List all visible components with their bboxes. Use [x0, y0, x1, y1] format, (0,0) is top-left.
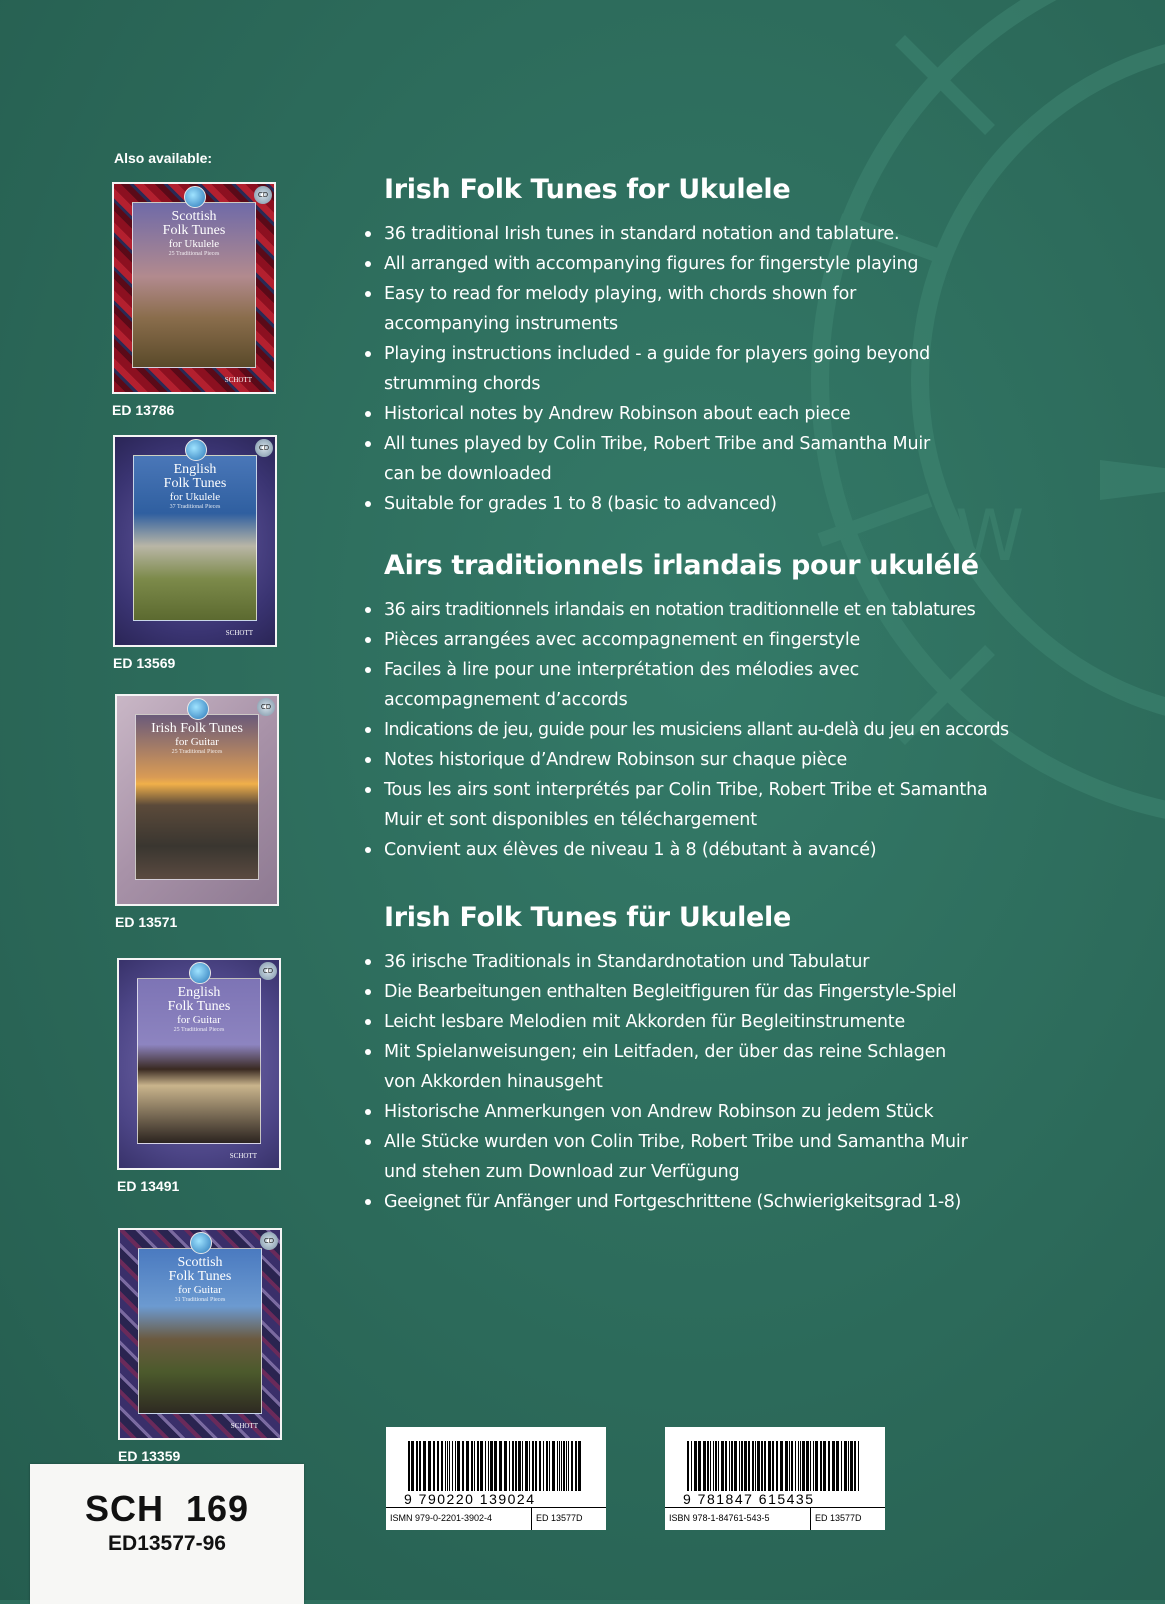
barcode-bar: [810, 1441, 811, 1491]
barcode-bar: [848, 1441, 849, 1491]
cd-icon: CD: [254, 186, 272, 204]
list-item: Indications de jeu, guide pour les musiciens allant au-delà du jeu en accords: [384, 715, 1044, 745]
barcode-bar: [466, 1441, 469, 1491]
barcode-bar: [739, 1441, 740, 1491]
list-item: Pièces arrangées avec accompagnement en fingerstyle: [384, 625, 1044, 655]
book-item[interactable]: [117, 958, 281, 1194]
barcode-bar: [575, 1441, 577, 1491]
barcode-bar: [806, 1441, 809, 1491]
list-item: All arranged with accompanying figures for fingerstyle playing: [384, 249, 1044, 279]
also-available-label: Also available:: [114, 150, 213, 166]
barcode-bar: [423, 1441, 426, 1491]
barcode-bar: [844, 1441, 847, 1491]
globe-icon: [189, 962, 211, 984]
barcode-digits: 9 790220 139024: [404, 1491, 536, 1507]
barcode-bar: [411, 1441, 414, 1491]
cd-icon: CD: [257, 698, 275, 716]
barcode-bar: [509, 1441, 510, 1491]
barcode-bar: [477, 1441, 479, 1491]
feature-list: [384, 595, 1044, 865]
barcode-bar: [789, 1441, 790, 1491]
list-item: Notes historique d’Andrew Robinson sur chaque pièce: [384, 745, 1044, 775]
book-cover[interactable]: [113, 435, 277, 647]
barcode-bar: [694, 1441, 697, 1491]
barcode-bar: [433, 1441, 435, 1491]
barcode-bar: [854, 1441, 856, 1491]
list-item: Alle Stücke wurden von Colin Tribe, Robert Tribe und Samantha Muir und stehen zum Download zur Verfügung: [384, 1127, 984, 1187]
list-item: 36 traditional Irish tunes in standard notation and tablature.: [384, 219, 1044, 249]
barcode-bar: [522, 1441, 523, 1491]
book-code: ED 13491: [117, 1178, 180, 1194]
cover-title: Scottish Folk Tunes for Guitar 31 Traditional Pieces: [168, 1255, 232, 1303]
section-french: [384, 550, 1044, 865]
barcode-bar: [428, 1441, 431, 1491]
barcode-bar: [462, 1441, 464, 1491]
book-item[interactable]: [113, 435, 277, 671]
barcode-bar: [561, 1441, 562, 1491]
barcode-bar: [729, 1441, 730, 1491]
globe-icon: [184, 186, 206, 208]
list-item: Suitable for grades 1 to 8 (basic to advanced): [384, 489, 1044, 519]
barcode-bar: [455, 1441, 456, 1491]
barcode-bar: [691, 1441, 692, 1491]
book-cover[interactable]: [115, 694, 279, 906]
cd-icon: CD: [259, 962, 277, 980]
compass-letter: W: [955, 495, 1025, 577]
publisher-logo: SCHOTT: [225, 629, 253, 637]
barcode-bar: [441, 1441, 443, 1491]
barcode-bar: [488, 1441, 489, 1491]
barcode-bar: [780, 1441, 783, 1491]
barcode-bar: [557, 1441, 558, 1491]
barcode-bar: [566, 1441, 567, 1491]
list-item: 36 airs traditionnels irlandais en notation traditionnelle et en tablatures: [384, 595, 1044, 625]
book-cover[interactable]: [118, 1228, 282, 1440]
sticker-edition-code: ED13577-96: [108, 1532, 226, 1555]
barcode-bar: [710, 1441, 711, 1491]
barcode-bar: [718, 1441, 719, 1491]
barcode-bar: [841, 1441, 842, 1491]
barcode-bar: [457, 1441, 460, 1491]
barcode-bar: [529, 1441, 530, 1491]
barcode-bar: [832, 1441, 835, 1491]
barcode-bar: [802, 1441, 805, 1491]
barcode-bar: [416, 1441, 418, 1491]
barcode-bar: [539, 1441, 541, 1491]
sticker-shelf-code: SCH 169: [84, 1488, 250, 1529]
barcode-bar: [757, 1441, 760, 1491]
barcode-bar: [480, 1441, 483, 1491]
list-item: Convient aux élèves de niveau 1 à 8 (débutant à avancé): [384, 835, 1044, 865]
barcode-bar: [518, 1441, 521, 1491]
barcode-bar: [437, 1441, 439, 1491]
barcode-bar: [836, 1441, 839, 1491]
book-cover[interactable]: [112, 182, 276, 394]
barcode-bar: [447, 1441, 448, 1491]
list-item: Leicht lesbare Melodien mit Akkorden für Begleitinstrumente: [384, 1007, 1044, 1037]
barcode-bar: [858, 1441, 859, 1491]
feature-list: [384, 947, 1044, 1217]
feature-list: [384, 219, 1044, 519]
barcode-bar: [800, 1441, 801, 1491]
barcode-bar: [820, 1441, 822, 1491]
barcode-bar: [494, 1441, 497, 1491]
barcode-bar: [525, 1441, 528, 1491]
list-item: Faciles à lire pour une interprétation des mélodies avec accompagnement d’accords: [384, 655, 884, 715]
barcode-bar: [795, 1441, 796, 1491]
barcode-bar: [752, 1441, 754, 1491]
barcode-bar: [578, 1441, 581, 1491]
barcode-bar: [490, 1441, 493, 1491]
barcode-bar: [504, 1441, 507, 1491]
barcode-bar: [721, 1441, 724, 1491]
barcode-isbn: [665, 1427, 885, 1530]
section-german: [384, 902, 1044, 1217]
list-item: Historische Anmerkungen von Andrew Robinson zu jedem Stück: [384, 1097, 1044, 1127]
barcode-bar: [687, 1441, 689, 1491]
section-heading: Airs traditionnels irlandais pour ukulélé: [384, 550, 979, 581]
list-item: Mit Spielanweisungen; ein Leitfaden, der über das reine Schlagen von Akkorden hinausgeht: [384, 1037, 964, 1097]
barcode-bar: [512, 1441, 514, 1491]
list-item: All tunes played by Colin Tribe, Robert Tribe and Samantha Muir can be downloaded: [384, 429, 944, 489]
section-heading: Irish Folk Tunes für Ukulele: [384, 902, 792, 933]
globe-icon: [190, 1232, 212, 1254]
isbn-number: ISBN 978-1-84761-543-5: [665, 1508, 811, 1530]
list-item: Playing instructions included - a guide for players going beyond strumming chords: [384, 339, 944, 399]
publisher-logo: SCHOTT: [224, 376, 252, 384]
barcode-bar: [731, 1441, 733, 1491]
barcode-bar: [452, 1441, 453, 1491]
cd-icon: CD: [255, 439, 273, 457]
list-item: 36 irische Traditionals in Standardnotation und Tabulatur: [384, 947, 1044, 977]
book-code: ED 13786: [112, 402, 175, 418]
list-item: Tous les airs sont interprétés par Colin Tribe, Robert Tribe et Samantha Muir et sont disponibles en téléchargement: [384, 775, 1024, 835]
barcode-bar: [748, 1441, 750, 1491]
barcode-bar: [408, 1441, 410, 1491]
barcode-bar: [552, 1441, 555, 1491]
barcode-bar: [543, 1441, 544, 1491]
globe-icon: [187, 698, 209, 720]
barcode-bar: [713, 1441, 714, 1491]
list-item: Die Bearbeitungen enthalten Begleitfiguren für das Fingerstyle-Spiel: [384, 977, 1044, 1007]
ismn-number: ISMN 979-0-2201-3902-4: [386, 1508, 532, 1530]
barcode-bar: [698, 1441, 701, 1491]
barcode-bar: [741, 1441, 743, 1491]
list-item: Easy to read for melody playing, with chords shown for accompanying instruments: [384, 279, 984, 339]
cover-title: Irish Folk Tunes for Guitar 25 Traditional Pieces: [151, 721, 243, 755]
book-item[interactable]: [118, 1228, 282, 1464]
book-code: ED 13571: [115, 914, 178, 930]
barcode-bar: [568, 1441, 569, 1491]
barcode-bar: [532, 1441, 534, 1491]
barcode-bar: [776, 1441, 778, 1491]
barcode-bar: [768, 1441, 771, 1491]
cover-title: Scottish Folk Tunes for Ukulele 25 Traditional Pieces: [162, 209, 226, 257]
barcode-bar: [449, 1441, 450, 1491]
barcode-bar: [764, 1441, 766, 1491]
publisher-logo: SCHOTT: [229, 1152, 257, 1160]
barcode-bar: [445, 1441, 446, 1491]
section-english: [384, 174, 1044, 519]
barcode-bars: [408, 1441, 584, 1491]
list-item: Geeignet für Anfänger und Fortgeschrittene (Schwierigkeitsgrad 1-8): [384, 1187, 1044, 1217]
barcode-bar: [815, 1441, 818, 1491]
barcode-info: [386, 1507, 606, 1530]
library-sticker: [30, 1464, 304, 1604]
section-heading: Irish Folk Tunes for Ukulele: [384, 174, 791, 205]
barcode-bar: [744, 1441, 747, 1491]
barcode-bar: [515, 1441, 517, 1491]
cover-title: English Folk Tunes for Guitar 25 Traditional Pieces: [167, 985, 231, 1033]
barcode-bar: [813, 1441, 814, 1491]
barcode-bar: [485, 1441, 486, 1491]
barcode-bar: [499, 1441, 502, 1491]
barcode-bar: [791, 1441, 793, 1491]
cover-title: English Folk Tunes for Ukulele 37 Traditional Pieces: [163, 462, 227, 510]
barcode-bar: [715, 1441, 717, 1491]
barcode-bar: [707, 1441, 709, 1491]
barcode-bar: [571, 1441, 573, 1491]
barcode-bar: [725, 1441, 727, 1491]
barcode-bar: [559, 1441, 560, 1491]
book-cover[interactable]: [117, 958, 281, 1170]
barcode-bar: [850, 1441, 853, 1491]
barcode-bar: [761, 1441, 763, 1491]
barcode-bar: [546, 1441, 548, 1491]
edition-number: ED 13577D: [815, 1513, 862, 1523]
book-code: ED 13569: [113, 655, 176, 671]
barcode-bar: [828, 1441, 830, 1491]
globe-icon: [185, 439, 207, 461]
barcode-bar: [471, 1441, 473, 1491]
list-item: Historical notes by Andrew Robinson about each piece: [384, 399, 1044, 429]
barcode-bar: [563, 1441, 565, 1491]
barcode-ismn: [386, 1427, 606, 1530]
barcode-bar: [474, 1441, 475, 1491]
barcode-bars: [687, 1441, 863, 1491]
book-code: ED 13359: [118, 1448, 181, 1464]
book-item[interactable]: [112, 182, 276, 418]
barcode-bar: [755, 1441, 756, 1491]
book-item[interactable]: [115, 694, 279, 930]
barcode-info: [665, 1507, 885, 1530]
edition-number: ED 13577D: [536, 1513, 583, 1523]
barcode-bar: [535, 1441, 537, 1491]
barcode-bar: [549, 1441, 550, 1491]
cd-icon: CD: [260, 1232, 278, 1250]
publisher-logo: SCHOTT: [230, 1422, 258, 1430]
barcode-bar: [798, 1441, 799, 1491]
barcode-digits: 9 781847 615435: [683, 1491, 815, 1507]
barcode-bar: [703, 1441, 706, 1491]
barcode-bar: [734, 1441, 737, 1491]
barcode-bar: [772, 1441, 774, 1491]
barcode-bar: [785, 1441, 788, 1491]
barcode-bar: [419, 1441, 421, 1491]
barcode-bar: [823, 1441, 826, 1491]
